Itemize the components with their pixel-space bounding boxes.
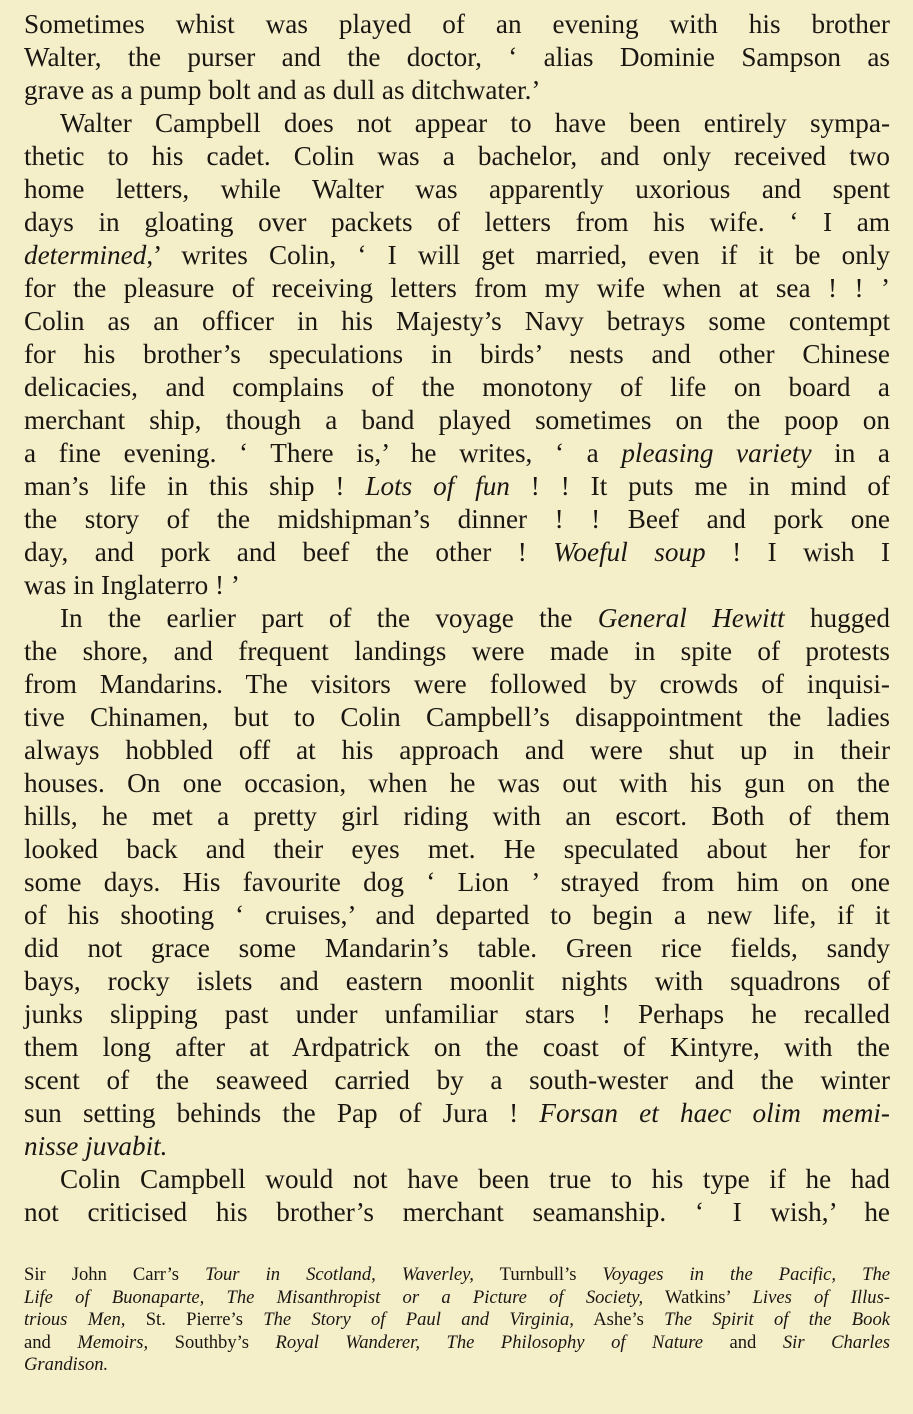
text-run: man’s life in this ship ! [24,471,366,501]
italic-text: The Spirit of the Book [664,1309,890,1330]
text-line [24,701,890,734]
italic-text: Forsan et haec olim memi- [539,1098,890,1128]
italic-text: trious Men, [24,1309,126,1330]
italic-text: Lives of Illus- [752,1286,890,1308]
text-line [24,470,890,503]
text-line [24,404,890,437]
text-line [24,107,890,140]
text-line [24,371,890,404]
italic-text: Memoirs, [77,1331,149,1353]
text-line [24,536,890,569]
text-run: Watkins’ [643,1286,753,1308]
text-line [24,635,890,668]
text-line [24,1064,890,1097]
text-run: Sir John Carr’s [24,1264,206,1285]
text-run: ! ! It puts me in mind of [509,471,890,501]
text-run: junks slipping past under unfamiliar stars ! Perhaps he recalled [24,999,890,1029]
text-line [24,965,890,998]
text-line [24,1031,890,1064]
italic-text: Woeful soup [553,537,706,567]
text-line [24,866,890,899]
text-run: from Mandarins. The visitors were followed by crowds of inquisi- [24,669,890,699]
text-run: delicacies, and complains of the monotony of life on board a [24,372,890,402]
italic-text: Lots of fun [365,471,510,501]
text-line [24,1130,890,1163]
text-run: scent of the seaweed carried by a south-wester and the winter [24,1065,890,1095]
text-run: in a [811,438,890,468]
text-line [24,932,890,965]
text-run: Walter, the purser and the doctor, ‘ alias Dominie Sampson as [24,42,890,72]
text-run: Southby’s [148,1331,276,1353]
footnote-line [24,1332,890,1355]
text-line [24,899,890,932]
text-run: Colin Campbell would not have been true to his type if he had [60,1164,890,1194]
text-run: always hobbled off at his approach and were shut up in their [24,735,890,765]
text-line [24,1196,890,1229]
text-run: some days. His favourite dog ‘ Lion ’ strayed from him on one [24,867,890,897]
text-run: Colin as an officer in his Majesty’s Navy betrays some contempt [24,306,890,336]
text-line [24,272,890,305]
text-line [24,1097,890,1130]
footnote [24,1264,890,1377]
text-run: tive Chinamen, but to Colin Campbell’s disappointment the ladies [24,702,890,732]
text-run: In the earlier part of the voyage the [60,603,598,633]
italic-text: Sir Charles [782,1331,890,1353]
text-line [24,1163,890,1196]
text-run: the story of the midshipman’s dinner ! ! Beef and pork one [24,504,890,534]
italic-text: nisse juvabit. [24,1131,168,1161]
text-run: houses. On one occasion, when he was out with his gun on the [24,768,890,798]
body-text [24,8,890,1229]
text-line [24,239,890,272]
text-run: looked back and their eyes met. He speculated about her for [24,834,890,864]
text-run: thetic to his cadet. Colin was a bachelor, and only received two [24,141,890,171]
italic-text: Voyages in the Pacific, The [602,1264,890,1285]
text-run: Sometimes whist was played of an evening with his brother [24,9,890,39]
italic-text: Life of Buonaparte, The Misanthropist or a Picture of Society, [24,1286,644,1308]
text-line [24,833,890,866]
text-line [24,8,890,41]
text-run: ,’ writes Colin, ‘ I will get married, even if it be only [146,240,890,270]
italic-text: Grandison. [24,1354,109,1375]
italic-text: The Story of Paul and Virginia, [263,1309,574,1330]
text-line [24,437,890,470]
text-line [24,602,890,635]
text-run: for the pleasure of receiving letters from my wife when at sea ! ! ’ [24,273,890,303]
text-run: Turnbull’s [473,1264,603,1285]
text-run: the shore, and frequent landings were made in spite of protests [24,636,890,666]
text-run: day, and pork and beef the other ! [24,537,554,567]
text-run: grave as a pump bolt and as dull as ditchwater.’ [24,75,541,105]
text-run: not criticised his brother’s merchant seamanship. ‘ I wish,’ he [24,1197,890,1227]
book-page [24,8,890,1375]
text-line [24,998,890,1031]
text-line [24,734,890,767]
text-run: sun setting behinds the Pap of Jura ! [24,1098,540,1128]
text-line [24,173,890,206]
text-line [24,74,890,107]
footnote-line [24,1354,890,1377]
text-run: days in gloating over packets of letters from his wife. ‘ I am [24,207,890,237]
text-run: hills, he met a pretty girl riding with an escort. Both of them [24,801,890,831]
text-run: a fine evening. ‘ There is,’ he writes, ‘ a [24,438,622,468]
footnote-line [24,1264,890,1287]
text-line [24,41,890,74]
footnote-line [24,1287,890,1310]
text-line [24,503,890,536]
text-line [24,800,890,833]
text-run: them long after at Ardpatrick on the coast of Kintyre, with the [24,1032,890,1062]
text-run: bays, rocky islets and eastern moonlit nights with squadrons of [24,966,890,996]
text-line [24,668,890,701]
text-line [24,140,890,173]
footnote-line [24,1309,890,1332]
text-line [24,767,890,800]
text-run: Walter Campbell does not appear to have been entirely sympa- [60,108,890,138]
text-line [24,569,890,602]
italic-text: Tour in Scotland, Waverley, [205,1264,474,1285]
text-run: and [703,1331,783,1353]
italic-text: determined [24,240,147,270]
text-run: merchant ship, though a band played sometimes on the poop on [24,405,890,435]
text-run: was in Inglaterro ! ’ [24,570,240,600]
text-run: of his shooting ‘ cruises,’ and departed to begin a new life, if it [24,900,890,930]
text-run: ! I wish I [705,537,890,567]
italic-text: Royal Wanderer, The Philosophy of Nature [275,1331,703,1353]
italic-text: pleasing variety [621,438,812,468]
italic-text: General Hewitt [597,603,785,633]
text-run: hugged [784,603,890,633]
text-line [24,206,890,239]
text-run: home letters, while Walter was apparently uxorious and spent [24,174,890,204]
text-run: St. Pierre’s [125,1309,264,1330]
text-line [24,305,890,338]
text-run: did not grace some Mandarin’s table. Green rice fields, sandy [24,933,890,963]
text-run: for his brother’s speculations in birds’ nests and other Chinese [24,339,890,369]
text-run: Ashe’s [573,1309,665,1330]
text-line [24,338,890,371]
text-run: and [24,1331,78,1353]
